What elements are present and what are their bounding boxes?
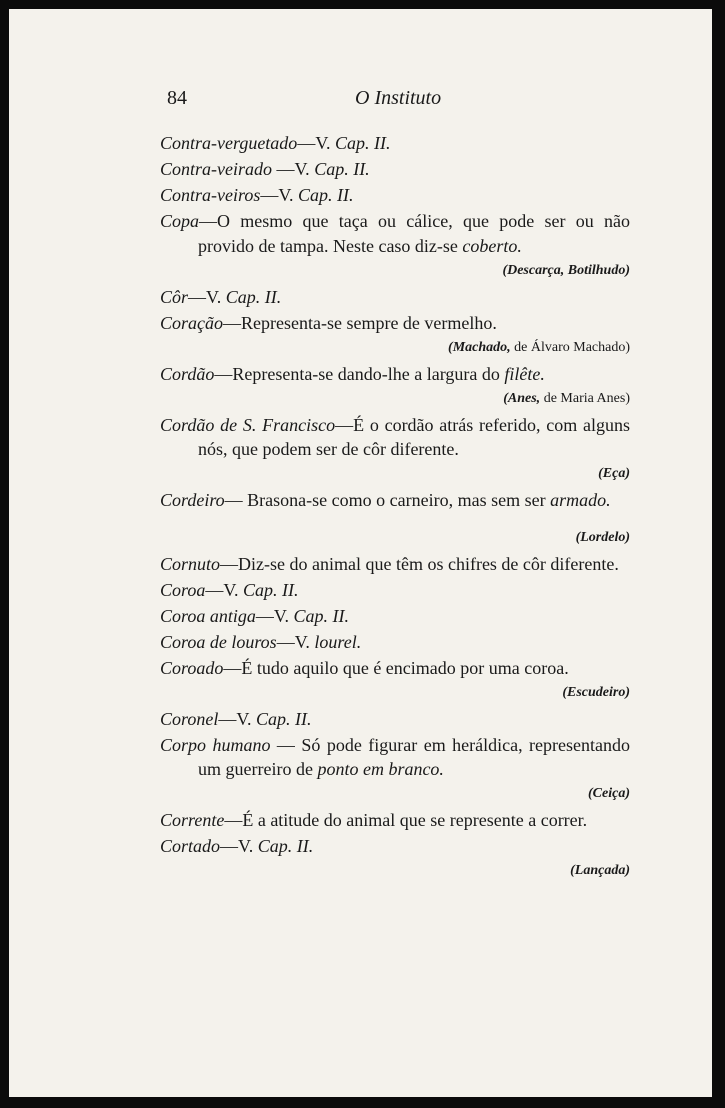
entry-ref: coberto. <box>462 235 522 256</box>
citation <box>160 783 630 805</box>
citation <box>160 337 630 359</box>
citation-name: (Descarça, Botilhudo) <box>502 262 630 278</box>
entry-ref: Cap. II. <box>256 708 312 729</box>
entry-ref: ponto em branco. <box>317 759 444 779</box>
entry <box>160 656 630 681</box>
running-title: O Instituto <box>355 87 442 109</box>
entry <box>160 834 630 859</box>
entry <box>160 733 630 782</box>
entry-text: Representa-se sempre de vermelho. <box>241 312 497 333</box>
entry <box>160 157 630 182</box>
entry-ref: Cap. II. <box>243 579 299 600</box>
entry-dash: — <box>205 579 224 600</box>
entry-text: Representa-se dando-lhe a largura do <box>232 363 505 384</box>
entry-text: V. <box>294 631 315 652</box>
glossary-text <box>160 131 630 885</box>
citation <box>160 682 630 704</box>
book-page <box>9 9 712 1097</box>
entry-dash: — <box>220 836 239 856</box>
entry-dash: — <box>224 810 243 830</box>
entry-text: É tudo aquilo que é encimado por uma coroa. <box>241 657 569 678</box>
entry-dash: — <box>188 286 207 307</box>
page-number: 84 <box>167 87 187 109</box>
citation-name: (Machado, <box>448 339 511 355</box>
entry-text: O mesmo que taça ou cálice, que pode ser ou não provido de tampa. Neste caso diz-se <box>198 211 630 256</box>
entry-text: É o cordão atrás referido, com alguns nós, que podem ser de côr diferente. <box>198 414 630 459</box>
citation-name: (Lordelo) <box>575 529 630 545</box>
entry-text: V. <box>294 159 315 179</box>
entry-ref: Cap. II. <box>225 286 282 307</box>
entry-dash: — <box>297 133 316 153</box>
entry-term: Cortado <box>160 836 221 856</box>
entry <box>160 131 630 156</box>
entry-term: Coroado <box>160 657 224 678</box>
entry-text: É a atitude do animal que se represente a correr. <box>242 810 588 830</box>
entry-text: V. <box>206 286 226 307</box>
entry <box>160 808 630 833</box>
entry <box>160 209 630 258</box>
entry <box>160 183 630 208</box>
citation-name: (Escudeiro) <box>562 684 630 700</box>
entry-term: Coronel <box>160 708 219 729</box>
citation-name: (Eça) <box>598 466 630 481</box>
entry-ref: filête. <box>504 363 545 384</box>
entry-term: Contra-verguetado <box>160 133 298 153</box>
citation-rest: de Álvaro Machado) <box>510 339 630 355</box>
entry-dash: — <box>272 159 295 179</box>
entry-term: Cordão de S. Francisco <box>160 414 336 435</box>
entry-dash: — <box>214 363 233 384</box>
entry-term: Contra-veiros <box>160 185 261 205</box>
entry <box>160 630 630 655</box>
entry-dash: — <box>224 490 248 510</box>
entry-term: Coroa antiga <box>160 605 256 626</box>
citation-name: (Anes, <box>503 390 541 406</box>
entry <box>160 578 630 603</box>
entry <box>160 707 630 732</box>
entry-text: V. <box>273 605 294 626</box>
entry-dash: — <box>218 708 237 729</box>
entry-term: Cordeiro <box>160 490 225 510</box>
entry-ref: Cap. II. <box>335 133 391 153</box>
entry-term: Contra-veirado <box>160 159 272 179</box>
entry <box>160 488 630 513</box>
entry-ref: Cap. II. <box>314 159 370 179</box>
entry-ref: Cap. II. <box>293 605 350 626</box>
entry-term: Côr <box>160 286 189 307</box>
entry-dash: — <box>223 657 242 678</box>
entry-term: Coração <box>160 312 223 333</box>
entry-dash: — <box>335 414 354 435</box>
citation <box>160 527 630 549</box>
entry-dash: — <box>260 185 279 205</box>
entry-term: Coroa de louros <box>160 631 277 652</box>
entry-term: Corpo humano <box>160 734 271 755</box>
entry-text: V. <box>278 185 299 205</box>
page-header <box>9 87 712 117</box>
entry-text: Brasona-se como o carneiro, mas sem ser <box>247 490 551 510</box>
entry-ref: armado. <box>550 490 611 510</box>
entry-ref: Cap. II. <box>298 185 354 205</box>
entry-term: Cordão <box>160 363 215 384</box>
entry-term: Corrente <box>160 810 225 830</box>
entry-ref: lourel. <box>314 631 362 652</box>
entry <box>160 311 630 336</box>
entry-dash: — <box>223 312 241 333</box>
citation <box>160 388 630 410</box>
entry-dash: — <box>276 631 295 652</box>
citation <box>160 860 630 882</box>
entry <box>160 413 630 462</box>
entry-text: V. <box>315 133 335 153</box>
citation-rest: de Maria Anes) <box>540 390 630 406</box>
entry-dash: — <box>270 734 302 755</box>
citation-name: (Lançada) <box>570 863 630 878</box>
entry-term: Coroa <box>160 579 206 600</box>
entry-dash: — <box>220 553 239 574</box>
entry-dash: — <box>255 605 274 626</box>
entry-text: V. <box>236 708 257 729</box>
entry-text: Só pode figurar em heráldica, representando um guerreiro de <box>198 734 630 779</box>
citation <box>160 260 630 282</box>
entry <box>160 604 630 629</box>
entry-text: V. <box>223 579 244 600</box>
entry-term: Cornuto <box>160 553 221 574</box>
entry-ref: Cap. II. <box>257 836 314 856</box>
entry <box>160 552 630 577</box>
entry-text: V. <box>238 836 258 856</box>
entry <box>160 362 630 387</box>
entry-term: Copa <box>160 211 200 231</box>
citation-name: (Ceiça) <box>588 786 630 801</box>
entry-dash: — <box>199 211 218 231</box>
citation <box>160 463 630 485</box>
entry-text: Diz-se do animal que têm os chifres de côr diferente. <box>238 553 619 574</box>
entry <box>160 285 630 310</box>
